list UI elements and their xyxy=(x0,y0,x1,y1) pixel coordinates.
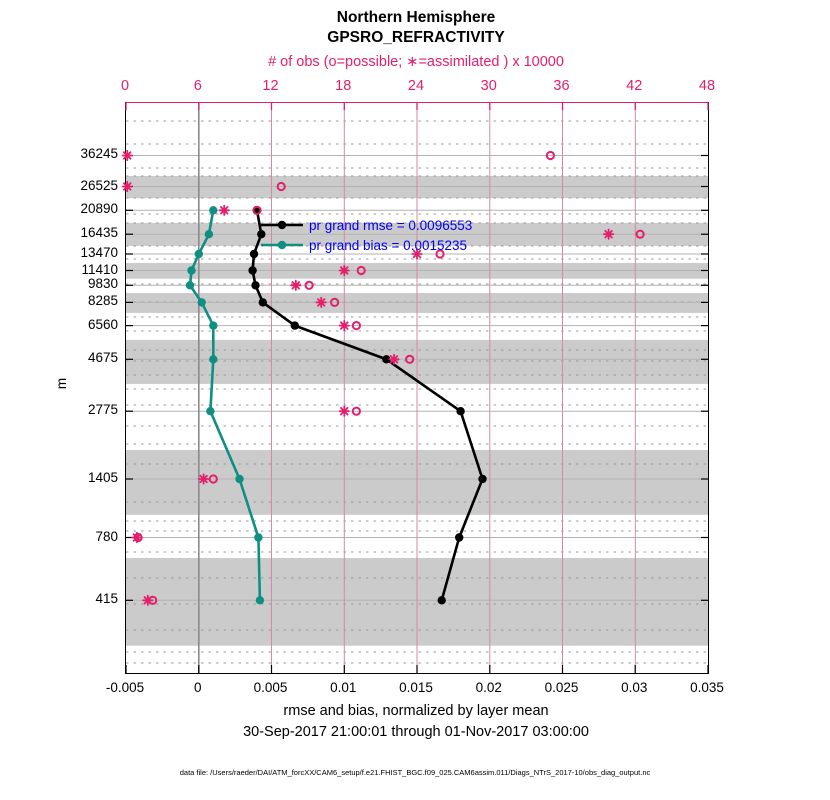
bottom-axis-tick-label: 0.005 xyxy=(253,680,288,695)
series-point xyxy=(187,266,195,274)
chart-svg xyxy=(126,103,708,673)
legend-item-rmse xyxy=(259,215,472,235)
y-axis-tick-label: 8285 xyxy=(87,293,118,309)
plot-area xyxy=(125,102,709,674)
series-point xyxy=(209,206,217,214)
series-point xyxy=(259,298,267,306)
top-axis-tick-label: 36 xyxy=(553,78,570,94)
legend-line-bias-icon xyxy=(259,239,305,251)
y-axis-tick-label: 6560 xyxy=(87,316,118,332)
y-axis-tick-label: 1405 xyxy=(87,469,118,485)
obs-assimilated-marker xyxy=(220,206,229,215)
obs-assimilated-marker xyxy=(604,230,613,239)
bottom-axis-tick-label: 0 xyxy=(193,680,202,695)
series-point xyxy=(291,321,299,329)
date-range-label: 30-Sep-2017 21:00:01 through 01-Nov-2017 03:00:00 xyxy=(243,724,589,740)
top-axis-tick-label: 12 xyxy=(262,78,279,94)
series-point xyxy=(248,266,256,274)
bottom-axis-tick-label: 0.015 xyxy=(399,680,433,695)
top-axis-tick-label: 48 xyxy=(698,78,716,94)
top-axis-tick-label: 42 xyxy=(626,78,643,94)
y-axis-tick-label: 780 xyxy=(95,528,118,544)
top-axis-tick-label: 18 xyxy=(335,78,352,94)
series-point xyxy=(251,281,259,289)
y-axis-tick-label: 13470 xyxy=(80,244,118,260)
series-point xyxy=(209,321,217,329)
y-axis-tick-label: 9830 xyxy=(87,276,118,292)
obs-assimilated-marker xyxy=(123,182,132,191)
top-axis-tick-label: 6 xyxy=(193,78,202,94)
obs-assimilated-marker xyxy=(340,266,349,275)
bottom-axis-tick-label: -0.005 xyxy=(105,680,145,695)
obs-assimilated-marker xyxy=(143,596,152,605)
obs-assimilated-marker xyxy=(123,151,132,160)
legend-line-rmse-icon xyxy=(259,219,305,231)
top-axis-tick-label: 24 xyxy=(407,78,425,94)
bottom-axis-tick-label: 0.01 xyxy=(330,680,357,695)
y-axis-tick-label: 2775 xyxy=(87,402,118,418)
data-file-footnote: data file: /Users/raeder/DAI/ATM_forcXX/CAM6_setup/f.e21.FHIST_BGC.f09_025.CAM6assim.011/Diags_NTrS_2017-10/obs_diag_output.nc xyxy=(179,768,651,777)
series-point xyxy=(250,250,258,258)
series-point xyxy=(205,230,213,238)
obs-assimilated-marker xyxy=(340,407,349,416)
series-point xyxy=(235,475,243,483)
series-point xyxy=(186,281,194,289)
bottom-axis-tick-label: 0.025 xyxy=(544,680,579,695)
legend-label-rmse: pr grand rmse = 0.0096553 xyxy=(309,217,473,233)
bottom-axis-tick-label: 0.03 xyxy=(621,680,648,695)
y-axis-tick-label: 26525 xyxy=(80,177,118,193)
obs-assimilated-marker xyxy=(132,533,141,542)
chart-title-variable: GPSRO_REFRACTIVITY xyxy=(327,29,505,46)
y-axis-tick-label: 4675 xyxy=(87,350,118,366)
legend-label-bias: pr grand bias = 0.0015235 xyxy=(309,237,467,253)
obs-assimilated-marker xyxy=(317,298,326,307)
bottom-axis-tick-label: 0.02 xyxy=(475,680,502,695)
series-point xyxy=(478,475,486,483)
series-point xyxy=(198,298,206,306)
obs-assimilated-marker xyxy=(340,321,349,330)
y-axis-tick-label: 36245 xyxy=(80,146,118,162)
chart-title-region: Northern Hemisphere xyxy=(336,9,496,26)
y-axis-tick-label: 11410 xyxy=(81,261,118,277)
series-point xyxy=(209,355,217,363)
x-axis-label: rmse and bias, normalized by layer mean xyxy=(283,703,549,719)
y-axis-tick-label: 16435 xyxy=(80,225,118,241)
bottom-axis-tick-label: 0.035 xyxy=(690,680,724,695)
series-point xyxy=(254,533,262,541)
obs-assimilated-marker xyxy=(199,474,208,483)
series-point xyxy=(438,596,446,604)
y-axis-tick-label: 415 xyxy=(95,591,118,607)
legend-item-bias xyxy=(259,235,472,255)
series-point xyxy=(455,533,463,541)
y-axis-label: m xyxy=(54,377,70,390)
series-point xyxy=(456,407,464,415)
series-point xyxy=(256,596,264,604)
series-point xyxy=(195,250,203,258)
legend xyxy=(259,215,472,255)
obs-assimilated-marker xyxy=(291,281,300,290)
y-axis-tick-label: 20890 xyxy=(80,201,118,217)
top-axis-label: # of obs (o=possible; ∗=assimilated ) x 10000 xyxy=(268,54,564,70)
top-axis-tick-label: 30 xyxy=(480,78,497,94)
obs-assimilated-marker xyxy=(389,355,398,364)
series-point xyxy=(206,407,214,415)
top-axis-tick-label: 0 xyxy=(120,78,130,94)
